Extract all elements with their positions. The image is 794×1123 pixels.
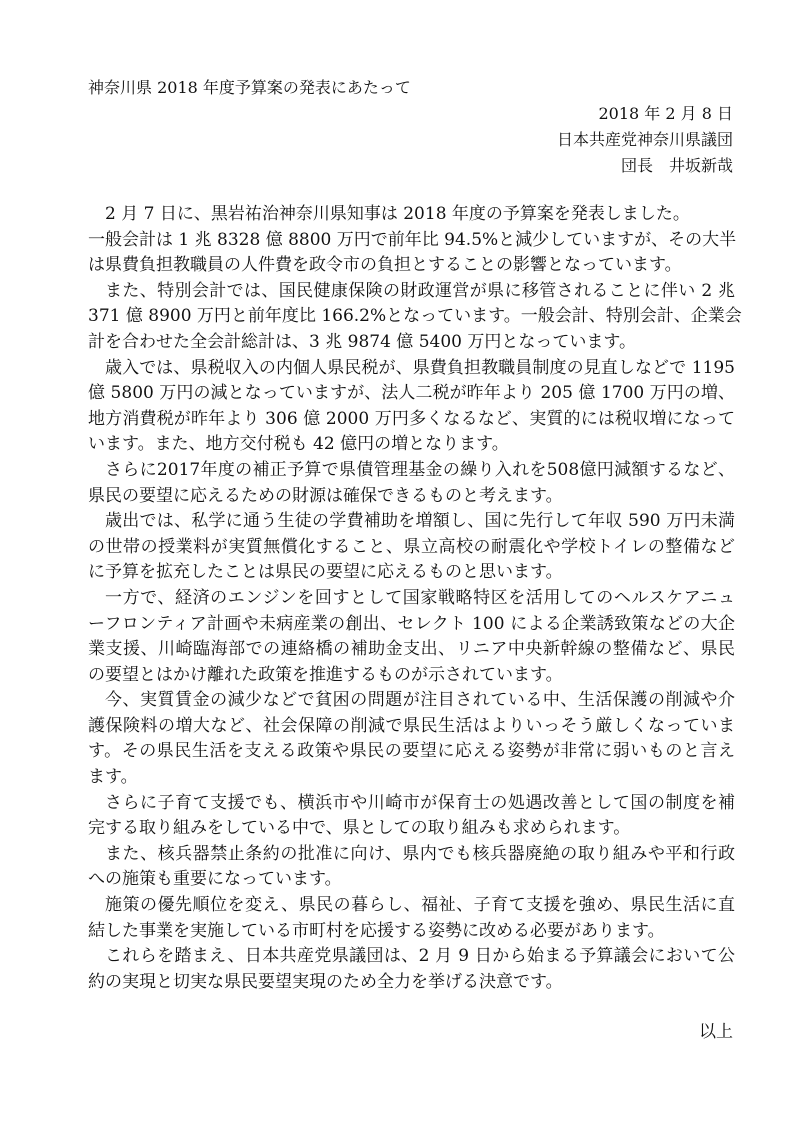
paragraph-line: また、特別会計では、国民健康保険の財政運営が県に移管されることに伴い 2 兆 (105, 280, 735, 301)
paragraph-line: 一方で、経済のエンジンを回すとして国家戦略特区を活用してのヘルスケアニュ (105, 587, 735, 608)
paragraph-line: 完する取り組みをしている中で、県としての取り組みも求められます。 (88, 818, 631, 839)
paragraph-line: 結した事業を実施している市町村を応援する姿勢に改める必要があります。 (88, 920, 665, 941)
body-paragraph (88, 279, 742, 356)
body-paragraph (88, 458, 735, 509)
paragraph-line: 歳出では、私学に通う生徒の学費補助を増額し、国に先行して年収 590 万円未満 (105, 511, 735, 532)
paragraph-line: さらに2017年度の補正予算で県債管理基金の繰り入れを508億円減額するなど、 (105, 459, 735, 480)
body-paragraph (88, 842, 735, 893)
body-paragraph (88, 944, 735, 995)
closing-mark: 以上 (699, 1022, 733, 1043)
paragraph-line: 業支援、川崎臨海部での連絡橋の補助金支出、リニア中央新幹線の整備など、県民 (88, 639, 735, 660)
document-title: 神奈川県 2018 年度予算案の発表にあたって (88, 78, 411, 97)
paragraph-line: これらを踏まえ、日本共産党県議団は、2 月 9 日から始まる予算議会において公 (105, 946, 735, 967)
paragraph-line: 371 億 8900 万円と前年度比 166.2%となっています。一般会計、特別会計、企業会 (88, 306, 742, 327)
paragraph-line: す。その県民生活を支える政策や県民の要望に応える姿勢が非常に弱いものと言え (88, 741, 735, 762)
paragraph-line: 今、実質賃金の減少などで貧困の問題が注目されている中、生活保護の削減や介 (105, 690, 735, 711)
organization-name: 日本共産党神奈川県議団 (556, 130, 733, 149)
paragraph-line: また、核兵器禁止条約の批准に向け、県内でも核兵器廃絶の取り組みや平和行政 (105, 843, 735, 864)
paragraph-line: は県費負担教職員の人件費を政令市の負担とすることの影響となっています。 (88, 255, 682, 276)
body-paragraph (88, 356, 735, 458)
paragraph-line: 地方消費税が昨年より 306 億 2000 万円多くなるなど、実質的には税収増になって (88, 408, 735, 429)
paragraph-line: ーフロンティア計画や未病産業の創出、セレクト 100 による企業誘致策などの大企 (88, 613, 735, 634)
paragraph-line: 県民の要望に応えるための財源は確保できるものと考えます。 (88, 485, 563, 506)
body-paragraph (88, 791, 735, 842)
paragraph-line: 施策の優先順位を変え、県民の暮らし、福祉、子育て支援を強め、県民生活に直 (105, 895, 735, 916)
body-paragraph (88, 202, 735, 279)
paragraph-line: 億 5800 万円の減となっていますが、法人二税が昨年より 205 億 1700 万円の増、 (88, 383, 735, 404)
paragraph-line: 計を合わせた全会計総計は、3 兆 9874 億 5400 万円となっています。 (88, 331, 637, 352)
document-page (88, 0, 742, 1046)
body-paragraph (88, 688, 735, 790)
paragraph-line: 一般会計は 1 兆 8328 億 8800 万円で前年比 94.5%と減少していますが、その大半 (88, 229, 737, 250)
paragraph-line: の要望とはかけ離れた政策を推進するものが示されています。 (88, 664, 563, 685)
paragraph-line: ます。 (88, 767, 138, 788)
paragraph-line: 約の実現と切実な県民要望実現のため全力を挙げる決意です。 (88, 971, 563, 992)
paragraph-line: 2 月 7 日に、黒岩祐治神奈川県知事は 2018 年度の予算案を発表しました。 (105, 204, 690, 224)
paragraph-line: います。また、地方交付税も 42 億円の増となります。 (88, 434, 509, 455)
paragraph-line: の世帯の授業料が実質無償化すること、県立高校の耐震化や学校トイレの整備など (88, 536, 735, 557)
leader-name: 団長 井坂新哉 (620, 156, 733, 175)
body-paragraph (88, 586, 735, 688)
body-paragraph (88, 509, 735, 586)
paragraph-line: に予算を拡充したことは県民の要望に応えるものと思います。 (88, 562, 563, 583)
paragraph-line: への施策も重要になっています。 (88, 869, 342, 890)
paragraph-line: さらに子育て支援でも、横浜市や川崎市が保育士の処遇改善として国の制度を補 (105, 792, 735, 813)
body-paragraph (88, 893, 735, 944)
paragraph-line: 歳入では、県税収入の内個人県民税が、県費負担教職員制度の見直しなどで 1195 (105, 357, 735, 378)
paragraph-line: 護保険料の増大など、社会保障の削減で県民生活はよりいっそう厳しくなっていま (88, 715, 735, 736)
document-body (88, 202, 742, 995)
document-date: 2018 年 2 月 8 日 (598, 104, 733, 123)
